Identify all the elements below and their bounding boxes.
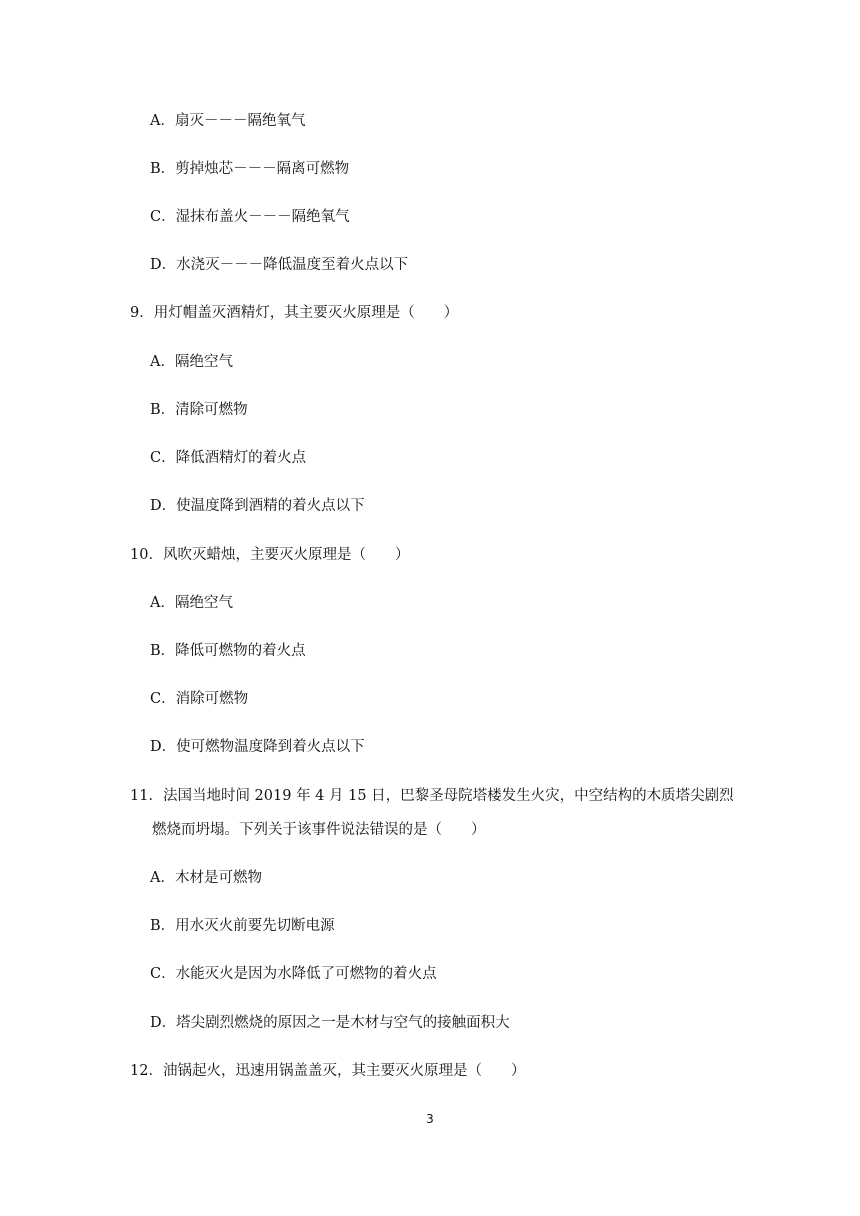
option-a: A．扇灭－－－隔绝氧气 xyxy=(150,113,306,129)
question-9-stem: 9．用灯帽盖灭酒精灯，其主要灭火原理是（ ） xyxy=(130,305,459,321)
option-c: C．湿抹布盖火－－－隔绝氧气 xyxy=(150,209,350,225)
question-11-stem-line-1: 11．法国当地时间 2019 年 4 月 15 日，巴黎圣母院塔楼发生火灾，中空结构的木质塔尖剧烈 xyxy=(130,788,734,804)
page-number: 3 xyxy=(426,1112,434,1126)
q10-option-b: B．降低可燃物的着火点 xyxy=(150,643,306,659)
option-d: D．水浇灭－－－降低温度至着火点以下 xyxy=(150,257,409,273)
q11-option-d: D．塔尖剧烈燃烧的原因之一是木材与空气的接触面积大 xyxy=(150,1015,510,1031)
q10-option-a: A．隔绝空气 xyxy=(150,595,233,611)
question-10-stem: 10．风吹灭蜡烛，主要灭火原理是（ ） xyxy=(130,547,410,563)
option-b: B．剪掉烛芯－－－隔离可燃物 xyxy=(150,161,350,177)
question-11-stem-line-2: 燃烧而坍塌。下列关于该事件说法错误的是（ ） xyxy=(152,822,486,838)
q10-option-c: C．消除可燃物 xyxy=(150,691,249,707)
q10-option-d: D．使可燃物温度降到着火点以下 xyxy=(150,739,365,755)
q11-option-b: B．用水灭火前要先切断电源 xyxy=(150,918,335,934)
q11-option-a: A．木材是可燃物 xyxy=(150,870,262,886)
question-12-stem: 12．油锅起火，迅速用锅盖盖灭，其主要灭火原理是（ ） xyxy=(130,1063,526,1079)
q9-option-a: A．隔绝空气 xyxy=(150,354,233,370)
q9-option-b: B．清除可燃物 xyxy=(150,402,248,418)
q9-option-d: D．使温度降到酒精的着火点以下 xyxy=(150,498,365,514)
q11-option-c: C．水能灭火是因为水降低了可燃物的着火点 xyxy=(150,966,437,982)
q9-option-c: C．降低酒精灯的着火点 xyxy=(150,450,307,466)
